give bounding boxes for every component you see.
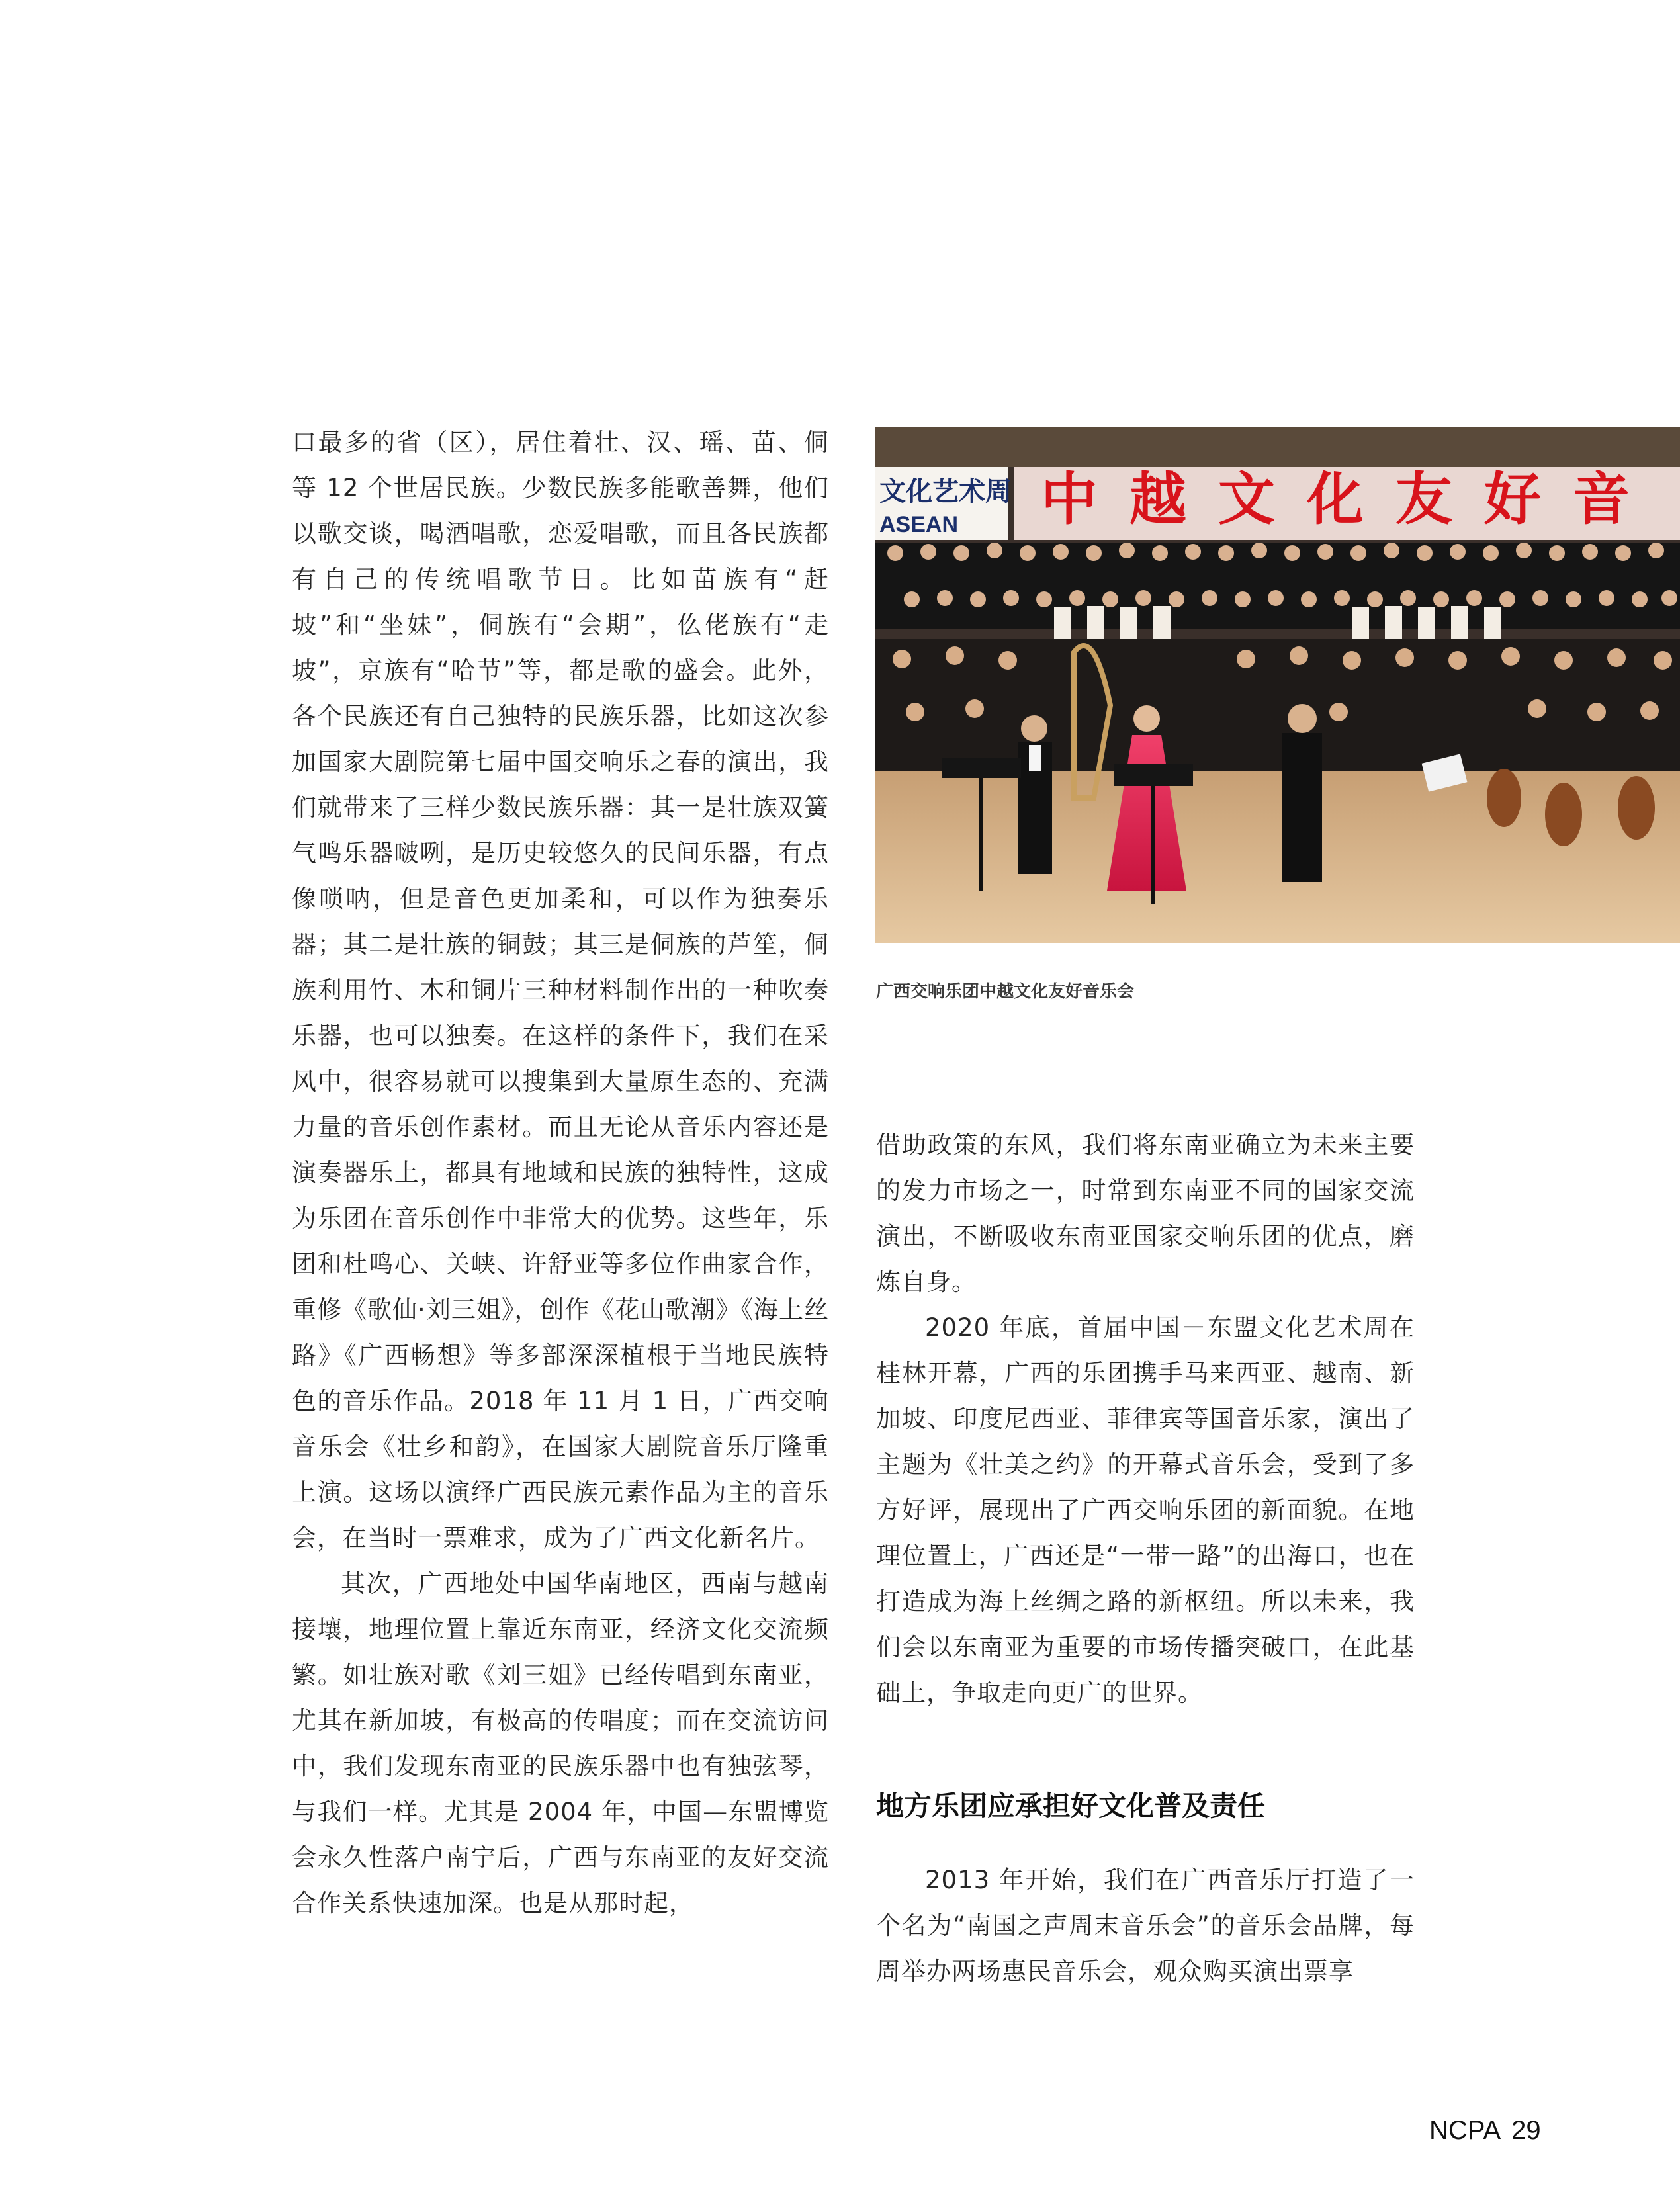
choir — [875, 543, 1680, 640]
page-footer — [1429, 2116, 1552, 2146]
right-paragraph-1: 借助政策的东风，我们将东南亚确立为未来主要的发力市场之一，时常到东南亚不同的国家交流演出，不断吸收东南亚国家交响乐团的优点，磨炼自身。 — [876, 1131, 1415, 1296]
left-paragraph-2: 其次，广西地处中国华南地区，西南与越南接壤，地理位置上靠近东南亚，经济文化交流频繁。如壮族对歌《刘三姐》已经传唱到东南亚，尤其在新加坡，有极高的传唱度；而在交流访问中，我们发现东南亚的民族乐器中也有独弦琴，与我们一样。尤其是 2004 年，中国—东盟博览会永久性落户南宁后，广西与东南亚的友好交流合作关系快速加深。也是从那时起， — [292, 1569, 829, 1917]
banner-sub-text: ASEAN — [879, 512, 959, 537]
section-heading: 地方乐团应承担好文化普及责任 — [876, 1790, 1266, 1822]
section-column — [876, 1857, 1415, 1994]
right-column — [876, 1122, 1415, 1716]
page-number: 29 — [1511, 2116, 1541, 2145]
magazine-name: NCPA — [1429, 2116, 1501, 2145]
left-paragraph-1: 口最多的省（区），居住着壮、汉、瑶、苗、侗等 12 个世居民族。少数民族多能歌善舞，他们以歌交谈，喝酒唱歌，恋爱唱歌，而且各民族都有自己的传统唱歌节日。比如苗族有“赶坡”和“坐妹”，侗族有“会期”，仫佬族有“走坡”，京族有“哈节”等，都是歌的盛会。此外，各个民族还有自己独特的民族乐器，比如这次参加国家大剧院第七届中国交响乐之春的演出，我们就带来了三样少数民族乐器：其一是壮族双簧气鸣乐器啵咧，是历史较悠久的民间乐器，有点像唢呐，但是音色更加柔和，可以作为独奏乐器；其二是壮族的铜鼓；其三是侗族的芦笙，侗族利用竹、木和铜片三种材料制作出的一种吹奏乐器，也可以独奏。在这样的条件下，我们在采风中，很容易就可以搜集到大量原生态的、充满力量的音乐创作素材。而且无论从音乐内容还是演奏器乐上，都具有地域和民族的独特性，这成为乐团在音乐创作中非常大的优势。这些年，乐团和杜鸣心、关峡、许舒亚等多位作曲家合作，重修《歌仙·刘三姐》，创作《花山歌潮》《海上丝路》《广西畅想》等多部深深植根于当地民族特色的音乐作品。2018 年 11 月 1 日，广西交响音乐会《壮乡和韵》，在国家大剧院音乐厅隆重上演。这场以演绎广西民族元素作品为主的音乐会，在当时一票难求，成为了广西文化新名片。 — [292, 428, 829, 1552]
banner-main-text: 中越文化友好音 — [1041, 466, 1661, 533]
concert-photo — [875, 427, 1680, 943]
right-paragraph-2: 2020 年底，首届中国－东盟文化艺术周在桂林开幕，广西的乐团携手马来西亚、越南、新加坡、印度尼西亚、菲律宾等国音乐家，演出了主题为《壮美之约》的开幕式音乐会，受到了多方好评，展现出了广西交响乐团的新面貌。在地理位置上，广西还是“一带一路”的出海口，也在打造成为海上丝绸之路的新枢纽。所以未来，我们会以东南亚为重要的市场传播突破口，在此基础上，争取走向更广的世界。 — [876, 1313, 1415, 1707]
left-column — [292, 419, 829, 1926]
section-paragraph-1: 2013 年开始，我们在广西音乐厅打造了一个名为“南国之声周末音乐会”的音乐会品牌，每周举办两场惠民音乐会，观众购买演出票享 — [876, 1866, 1415, 1986]
concert-photo-illustration — [875, 427, 1680, 943]
banner-left-text: 文化艺术周 — [879, 476, 1012, 507]
photo-caption: 广西交响乐团中越文化友好音乐会 — [876, 982, 1135, 1002]
